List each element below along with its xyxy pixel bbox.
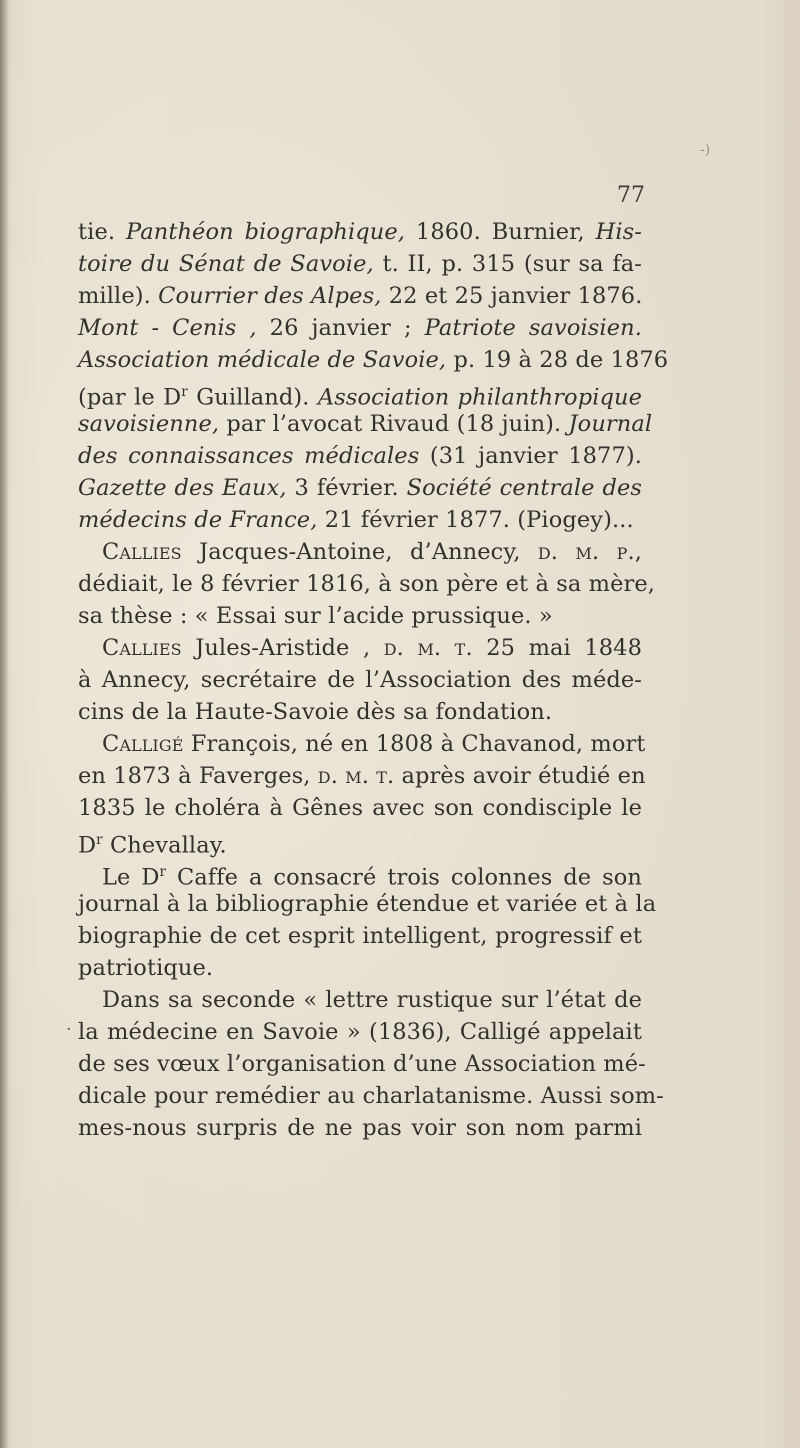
- text-line: [78, 696, 642, 728]
- text-line: [78, 1016, 642, 1048]
- text-run: Jules-Aristide ,: [181, 635, 384, 661]
- text-line: [78, 344, 669, 376]
- text-run: François, né en 1808 à Chavanod, mort: [183, 731, 646, 757]
- text-run: sa thèse : « Essai sur l’acide prussique. »: [78, 603, 553, 629]
- text-line: [78, 824, 642, 859]
- text-line: [78, 664, 642, 696]
- italic-run: Panthéon biographique,: [125, 219, 406, 245]
- text-line: [78, 952, 642, 984]
- text-run: 21 février 1877. (Piogey)...: [317, 507, 634, 533]
- small-caps-run: Callies: [102, 539, 182, 565]
- text-run: dicale pour remédier au charlatanisme. Aussi som-: [78, 1083, 664, 1109]
- italic-run: Journal: [568, 411, 653, 437]
- text-run: en 1873 à Faverges,: [78, 763, 318, 789]
- text-line: [78, 216, 642, 248]
- paragraph-start-line: [78, 856, 642, 891]
- text-line: [78, 568, 656, 600]
- text-line: [78, 472, 642, 504]
- entry-heading-line: [78, 728, 646, 760]
- body-text: [78, 216, 669, 1144]
- italic-run: Patriote savoisien.: [424, 315, 642, 341]
- text-run: (par le D: [78, 384, 182, 411]
- stray-ink-mark: -): [700, 142, 711, 158]
- text-run: journal à la bibliographie étendue et variée et à la: [78, 891, 657, 917]
- small-caps-run: d. m. t.: [383, 635, 473, 661]
- text-run: Chevallay.: [102, 832, 227, 859]
- text-line: [78, 1080, 664, 1112]
- superscript-run: r: [96, 832, 103, 848]
- italic-run: His-: [595, 219, 642, 245]
- small-caps-run: d. m. t.: [317, 763, 395, 789]
- italic-run: Association philanthropique: [317, 384, 642, 411]
- text-line: [78, 792, 642, 824]
- text-run: après avoir étudié en: [394, 763, 646, 789]
- text-run: t. II, p. 315 (sur sa fa-: [373, 251, 642, 277]
- text-line: [78, 888, 657, 920]
- small-caps-run: Callies: [102, 635, 182, 661]
- text-run: Dans sa seconde « lettre rustique sur l’état de: [102, 987, 642, 1013]
- page-spine-shadow: [0, 0, 9, 1448]
- text-line: [78, 760, 646, 792]
- text-run: biographie de cet esprit intelligent, progressif et: [78, 923, 642, 949]
- text-line: [78, 376, 642, 411]
- text-run: Jacques-Antoine, d’Annecy,: [181, 539, 538, 565]
- text-run: la médecine en Savoie » (1836), Calligé appelait: [78, 1019, 642, 1045]
- text-run: cins de la Haute-Savoie dès sa fondation.: [78, 699, 553, 725]
- text-run: ,: [634, 539, 642, 565]
- text-run: Guilland).: [187, 384, 318, 411]
- text-line: [78, 440, 642, 472]
- text-run: à Annecy, secrétaire de l’Association des méde-: [78, 667, 642, 693]
- text-line: [78, 504, 642, 536]
- text-run: (31 janvier 1877).: [419, 443, 642, 469]
- text-run: dédiait, le 8 février 1816, à son père et à sa mère,: [78, 571, 656, 597]
- italic-run: toire du Sénat de Savoie,: [78, 251, 374, 277]
- text-line: [78, 248, 642, 280]
- small-caps-run: d. m. p.: [537, 539, 635, 565]
- text-line: [78, 1048, 646, 1080]
- superscript-run: r: [181, 384, 188, 400]
- text-run: Le D: [102, 864, 160, 891]
- text-run: 3 février.: [286, 475, 407, 501]
- text-run: patriotique.: [78, 955, 214, 981]
- text-line: [78, 600, 642, 632]
- italic-run: Association médicale de Savoie,: [78, 347, 447, 373]
- text-run: mille).: [78, 283, 159, 309]
- text-line: [78, 1112, 642, 1144]
- text-run: 26 janvier ;: [256, 315, 425, 341]
- italic-run: médecins de France,: [78, 507, 318, 533]
- text-run: 1835 le choléra à Gênes avec son condisciple le: [78, 795, 642, 821]
- text-line: [78, 312, 642, 344]
- superscript-run: r: [159, 864, 167, 880]
- italic-run: Gazette des Eaux,: [78, 475, 287, 501]
- paragraph-start-line: [78, 984, 642, 1016]
- text-run: par l’avocat Rivaud (18 juin).: [219, 411, 569, 437]
- italic-run: des connaissances médicales: [78, 443, 420, 469]
- italic-run: Courrier des Alpes,: [158, 283, 382, 309]
- page-number: 77: [617, 183, 645, 208]
- text-run: tie.: [78, 219, 126, 245]
- text-run: 1860. Burnier,: [405, 219, 596, 245]
- italic-run: savoisienne,: [78, 411, 220, 437]
- text-line: [78, 920, 642, 952]
- text-run: Caffe a consacré trois colonnes de son: [166, 864, 642, 891]
- text-line: [78, 280, 642, 312]
- text-line: [78, 408, 653, 440]
- text-run: mes-nous surpris de ne pas voir son nom parmi: [78, 1115, 642, 1141]
- italic-run: Mont - Cenis ,: [78, 315, 257, 341]
- margin-mark: ·: [66, 1019, 72, 1040]
- text-run: D: [78, 832, 97, 859]
- text-run: 22 et 25 janvier 1876.: [381, 283, 643, 309]
- entry-heading-line: [78, 536, 642, 568]
- entry-heading-line: [78, 632, 642, 664]
- text-run: p. 19 à 28 de 1876: [446, 347, 669, 373]
- small-caps-run: Calligé: [102, 731, 184, 757]
- text-run: de ses vœux l’organisation d’une Association mé-: [78, 1051, 646, 1077]
- text-run: 25 mai 1848: [472, 635, 642, 661]
- italic-run: Société centrale des: [406, 475, 643, 501]
